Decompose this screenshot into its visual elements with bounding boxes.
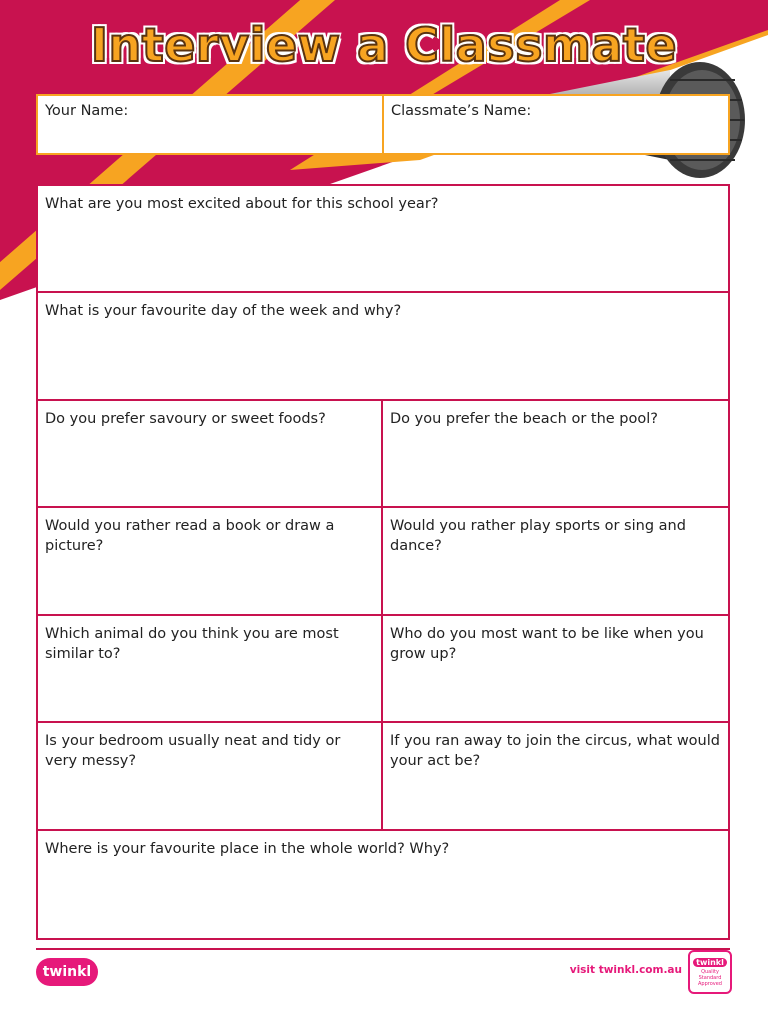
quality-standard-badge bbox=[688, 950, 732, 994]
question-favourite-place[interactable]: Where is your favourite place in the whole world? Why? bbox=[45, 840, 450, 857]
classmate-name-field[interactable]: Classmate’s Name: bbox=[382, 96, 728, 153]
question-animal[interactable]: Which animal do you think you are most similar to? bbox=[38, 616, 383, 723]
questions-table bbox=[36, 184, 730, 940]
twinkl-logo[interactable]: twinkl bbox=[36, 958, 98, 986]
question-savoury-sweet[interactable]: Do you prefer savoury or sweet foods? bbox=[38, 401, 383, 508]
your-name-field[interactable]: Your Name: bbox=[45, 103, 129, 119]
badge-text: Quality Standard Approved bbox=[698, 968, 722, 987]
page-title: Interview a Classmate bbox=[90, 18, 678, 72]
question-grow-up[interactable]: Who do you most want to be like when you grow up? bbox=[383, 616, 728, 723]
names-box bbox=[36, 94, 730, 155]
question-sports-sing[interactable]: Would you rather play sports or sing and dance? bbox=[383, 508, 728, 615]
question-beach-pool[interactable]: Do you prefer the beach or the pool? bbox=[383, 401, 728, 508]
question-excited-school-year[interactable]: What are you most excited about for this school year? bbox=[38, 186, 728, 293]
question-bedroom[interactable]: Is your bedroom usually neat and tidy or very messy? bbox=[38, 723, 383, 830]
badge-brand: twinkl bbox=[693, 958, 727, 967]
question-favourite-day[interactable]: What is your favourite day of the week and why? bbox=[38, 293, 728, 400]
footer-divider bbox=[36, 948, 730, 950]
question-circus[interactable]: If you ran away to join the circus, what would your act be? bbox=[383, 723, 728, 830]
site-link[interactable]: visit twinkl.com.au bbox=[569, 964, 682, 976]
question-read-draw[interactable]: Would you rather read a book or draw a picture? bbox=[38, 508, 383, 615]
